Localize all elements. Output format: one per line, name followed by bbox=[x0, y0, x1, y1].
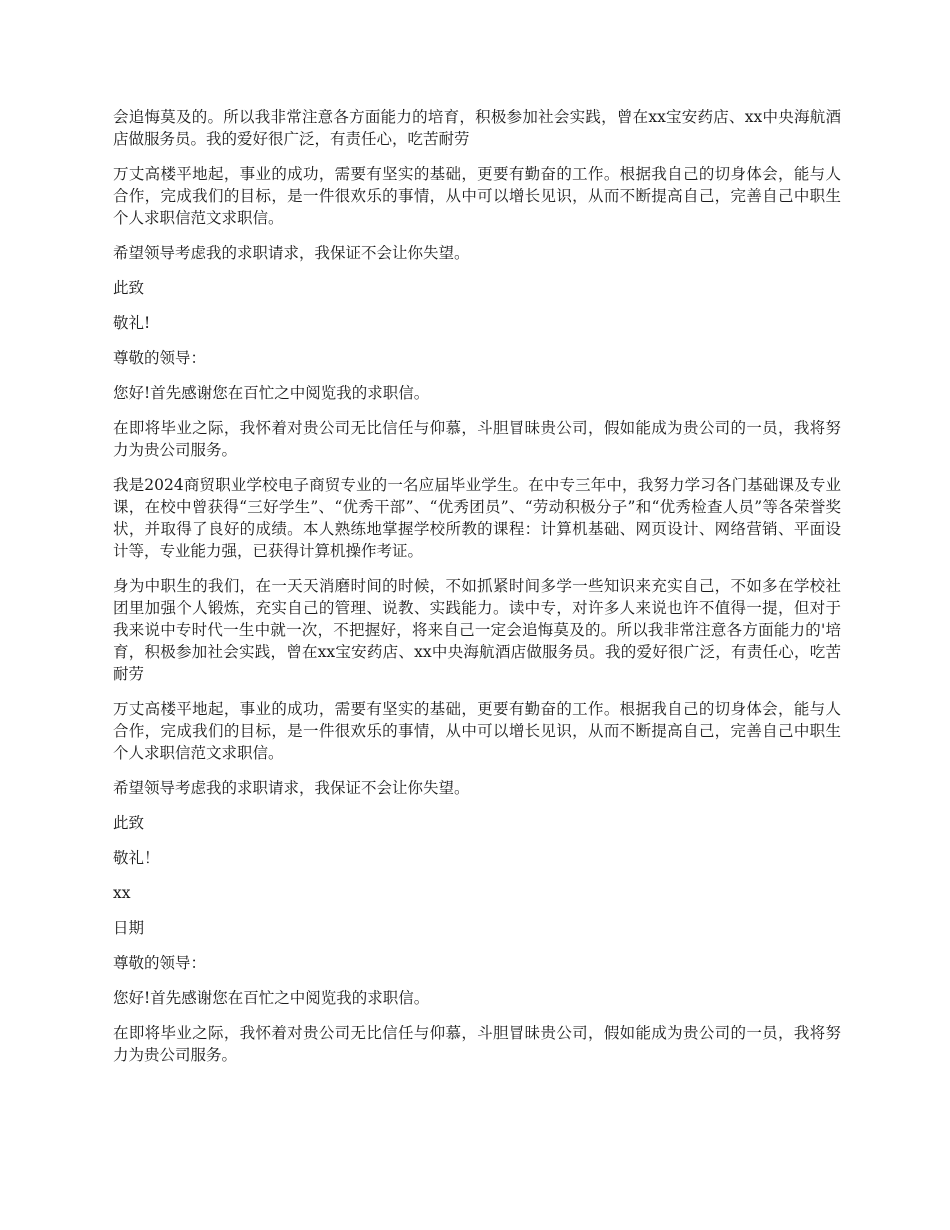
closing-jingli: 敬礼! bbox=[113, 314, 151, 332]
paragraph-greeting: 您好!首先感谢您在百忙之中阅览我的求职信。 bbox=[113, 384, 430, 402]
paragraph-graduation: 在即将毕业之际，我怀着对贵公司无比信任与仰慕，斗胆冒昧贵公司，假如能成为贵公司的一员，我将努力为贵公司服务。 bbox=[113, 419, 841, 459]
paragraph-hope: 希望领导考虑我的求职请求，我保证不会让你失望。 bbox=[113, 244, 470, 262]
closing-cizhi-2: 此致 bbox=[113, 814, 145, 832]
paragraph-foundation: 万丈高楼平地起，事业的成功，需要有坚实的基础，更要有勤奋的工作。根据我自己的切身体会，能与人合作，完成我们的目标，是一件很欢乐的事情，从中可以增长见识，从而不断提高自己，完善自己中职生个人求职信范文求职信。 bbox=[113, 165, 841, 227]
document-body bbox=[113, 106, 841, 1079]
paragraph-student-life: 身为中职生的我们，在一天天消磨时间的时候，不如抓紧时间多学一些知识来充实自己，不如多在学校社团里加强个人锻炼，充实自己的管理、说教、实践能力。读中专，对许多人来说也许不值得一提，但对于我来说中专时代一生中就一次，不把握好，将来自己一定会追悔莫及的。所以我非常注意各方面能力的'培育，积极参加社会实践，曾在xx宝安药店、xx中央海航酒店做服务员。我的爱好很广泛，有责任心，吃苦耐劳 bbox=[113, 577, 841, 683]
paragraph-hope-2: 希望领导考虑我的求职请求，我保证不会让你失望。 bbox=[113, 779, 470, 797]
closing-jingli-2: 敬礼！ bbox=[113, 849, 160, 867]
signature-name: xx bbox=[113, 884, 131, 902]
salutation-2: 尊敬的领导： bbox=[113, 954, 207, 972]
paragraph-greeting-2: 您好!首先感谢您在百忙之中阅览我的求职信。 bbox=[113, 989, 430, 1007]
paragraph-background: 我是2024商贸职业学校电子商贸专业的一名应届毕业学生。在中专三年中，我努力学习各门基础课及专业课，在校中曾获得“三好学生”、“优秀干部”、“优秀团员”、“劳动积极分子”和“优秀检查人员”等各荣誉奖状，并取得了良好的成绩。本人熟练地掌握学校所教的课程：计算机基础、网页设计、网络营销、平面设计等，专业能力强，已获得计算机操作考证。 bbox=[113, 476, 841, 560]
signature-date: 日期 bbox=[113, 919, 145, 937]
closing-cizhi: 此致 bbox=[113, 279, 145, 297]
paragraph-graduation-2: 在即将毕业之际，我怀着对贵公司无比信任与仰慕，斗胆冒昧贵公司，假如能成为贵公司的一员，我将努力为贵公司服务。 bbox=[113, 1024, 841, 1064]
paragraph-foundation-2: 万丈高楼平地起，事业的成功，需要有坚实的基础，更要有勤奋的工作。根据我自己的切身体会，能与人合作，完成我们的目标，是一件很欢乐的事情，从中可以增长见识，从而不断提高自己，完善自己中职生个人求职信范文求职信。 bbox=[113, 700, 841, 762]
paragraph-continuation: 会追悔莫及的。所以我非常注意各方面能力的培育，积极参加社会实践，曾在xx宝安药店、xx中央海航酒店做服务员。我的爱好很广泛，有责任心，吃苦耐劳 bbox=[113, 108, 841, 148]
salutation: 尊敬的领导： bbox=[113, 349, 207, 367]
